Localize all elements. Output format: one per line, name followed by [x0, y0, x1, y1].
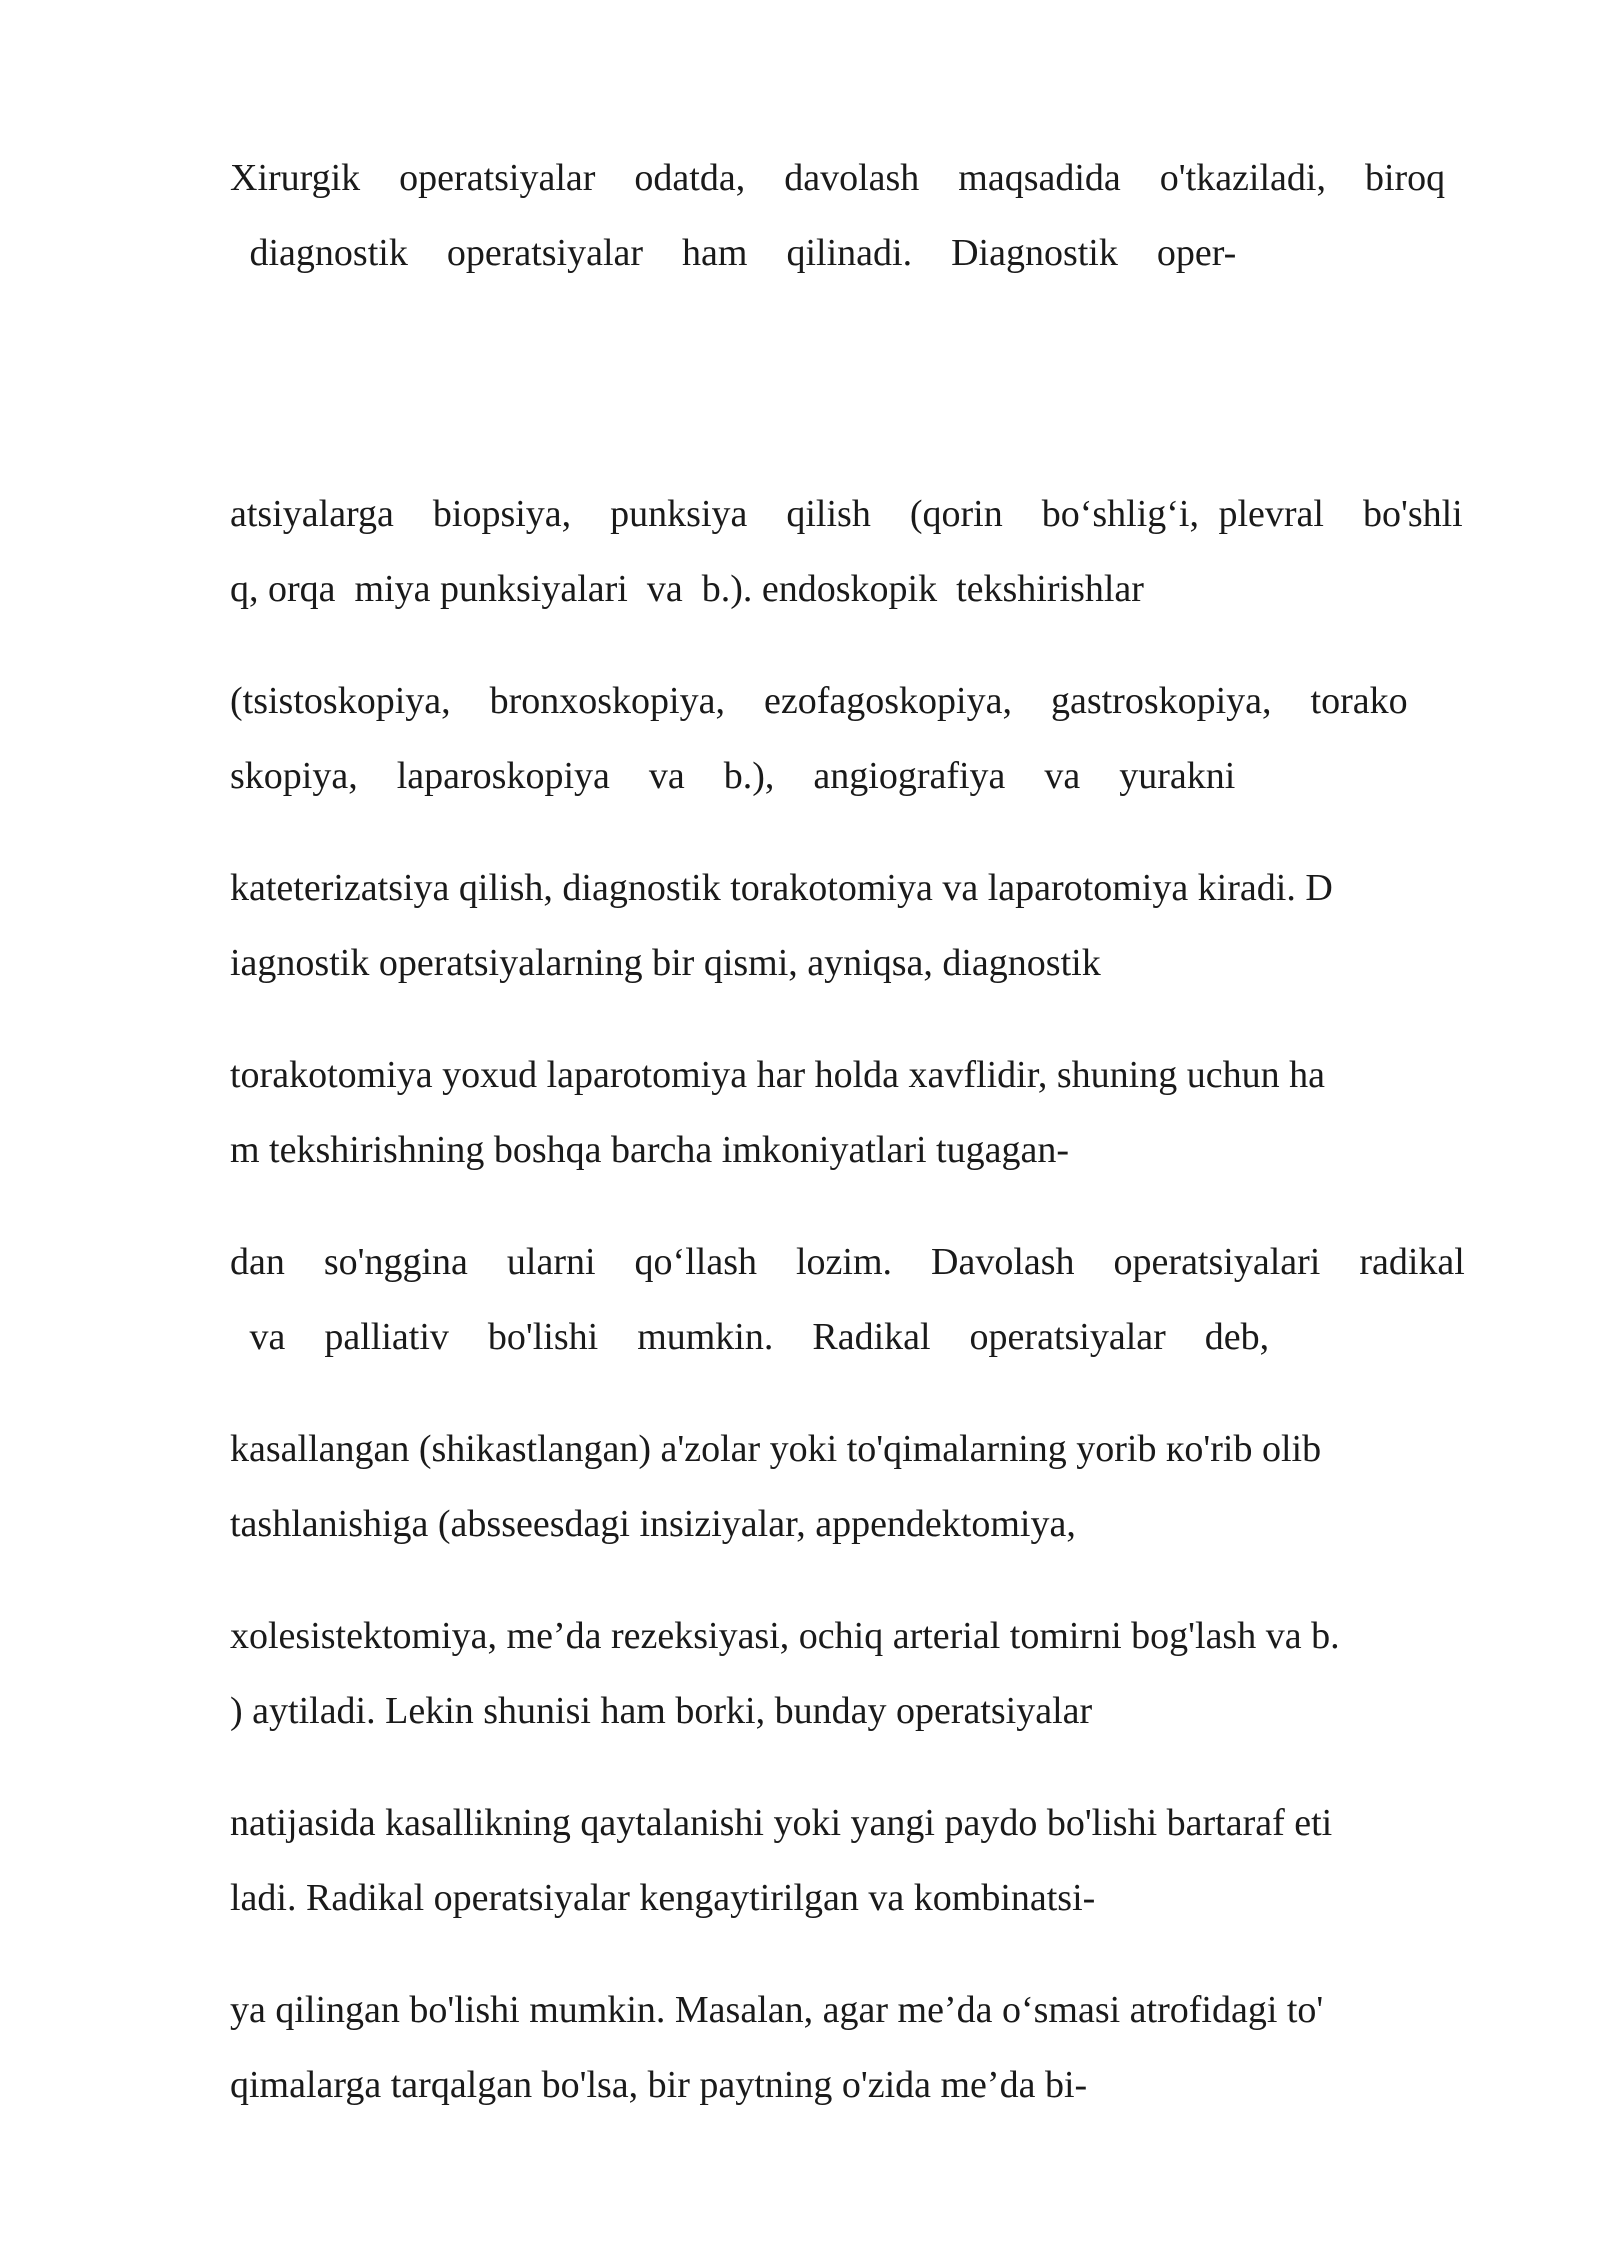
text-line: dan so'nggina ularni qo‘llash lozim. Davolash operatsiyalari radikal	[230, 1241, 1465, 1283]
text-line: iagnostik operatsiyalarning bir qismi, ayniqsa, diagnostik	[230, 942, 1101, 984]
text-line: qimalarga tarqalgan bo'lsa, bir paytning o'zida me’da bi-	[230, 2064, 1088, 2106]
text-line: va palliativ bo'lishi mumkin. Radikal operatsiyalar deb,	[230, 1316, 1270, 1358]
text-line: skopiya, laparoskopiya va b.), angiografiya va yurakni	[230, 755, 1236, 797]
text-line: diagnostik operatsiyalar ham qilinadi. Diagnostik oper-	[230, 232, 1237, 274]
text-line: Xirurgik operatsiyalar odatda, davolash maqsadida o'tkaziladi, biroq	[230, 157, 1446, 199]
text-line: ya qilingan bo'lishi mumkin. Masalan, agar me’da o‘smasi atrofidagi to'	[230, 1989, 1324, 2031]
text-line: kateterizatsiya qilish, diagnostik torakotomiya va laparotomiya kiradi. D	[230, 867, 1333, 909]
text-line: torakotomiya yoxud laparotomiya har holda xavflidir, shuning uchun ha	[230, 1054, 1325, 1096]
text-line: xolesistektomiya, me’da rezeksiyasi, ochiq arterial tomirni bog'lash va b.	[230, 1615, 1340, 1657]
text-line: ) aytiladi. Lekin shunisi ham borki, bunday operatsiyalar	[230, 1690, 1093, 1732]
text-line: m tekshirishning boshqa barcha imkoniyatlari tugagan-	[230, 1129, 1069, 1171]
text-line: (tsistoskopiya, bronxoskopiya, ezofagoskopiya, gastroskopiya, torako	[230, 680, 1408, 722]
text-line: ladi. Radikal operatsiyalar kengaytirilgan va kombinatsi-	[230, 1877, 1096, 1919]
text-line: natijasida kasallikning qaytalanishi yoki yangi paydo bo'lishi bartaraf eti	[230, 1802, 1333, 1844]
text-line: kasallangan (shikastlangan) a'zolar yoki to'qimalarning yorib кo'rib olib	[230, 1428, 1322, 1470]
text-line: tashlanishiga (absseesdagi insiziyalar, appendektomiya,	[230, 1503, 1076, 1545]
text-line: atsiyalarga biopsiya, punksiya qilish (qorin bo‘shlig‘i, plevral bo'shli	[230, 493, 1463, 535]
text-line: q, orqa miya punksiyalari va b.). endoskopik tekshirishlar	[230, 568, 1144, 610]
